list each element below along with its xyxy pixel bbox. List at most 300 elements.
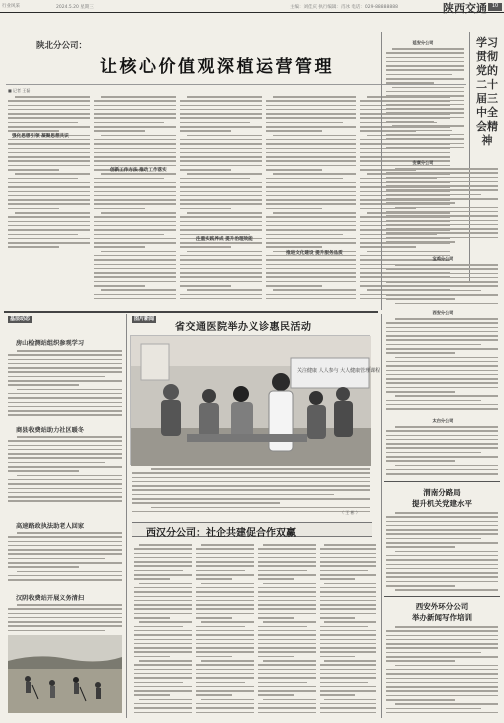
text-line xyxy=(266,117,356,119)
text-line xyxy=(266,225,356,227)
photo-headline: 省交通医院举办义诊惠民活动 xyxy=(175,322,312,333)
text-line xyxy=(8,613,122,615)
lead-kicker: 陕北分公司： xyxy=(36,41,88,51)
text-line xyxy=(134,617,170,619)
text-line xyxy=(201,544,254,546)
text-line xyxy=(266,139,356,141)
text-line xyxy=(8,130,59,132)
left-col-rule xyxy=(126,314,127,718)
text-line xyxy=(8,122,78,124)
text-line xyxy=(8,117,90,119)
text-line xyxy=(386,639,498,641)
text-line xyxy=(187,173,262,175)
text-line xyxy=(8,178,78,180)
text-line xyxy=(8,234,78,236)
text-line xyxy=(8,492,122,494)
text-line xyxy=(258,591,316,593)
text-line xyxy=(386,542,498,544)
text-line xyxy=(258,617,294,619)
text-line xyxy=(187,251,262,253)
mid-col-4 xyxy=(320,544,376,716)
text-line xyxy=(94,130,145,132)
right-head-1a: 渭南分路局 xyxy=(423,488,461,497)
rail-title: 学习贯彻党的二十届三中全会精神 xyxy=(476,36,498,147)
brief-body-4 xyxy=(8,604,122,632)
text-line xyxy=(395,551,498,553)
text-line xyxy=(320,694,355,696)
text-line xyxy=(180,221,262,223)
text-line xyxy=(266,242,356,244)
text-line xyxy=(8,139,90,141)
text-line xyxy=(196,647,254,649)
text-line xyxy=(386,228,498,230)
text-line xyxy=(386,339,498,341)
text-line xyxy=(266,152,356,154)
text-line xyxy=(8,549,122,551)
text-line xyxy=(258,707,316,709)
text-line xyxy=(180,165,262,167)
text-line xyxy=(134,630,192,632)
text-line xyxy=(320,617,355,619)
text-line xyxy=(386,564,498,566)
text-line xyxy=(196,565,254,567)
text-line xyxy=(134,561,192,563)
text-line xyxy=(258,669,316,671)
text-line xyxy=(320,626,368,628)
text-line xyxy=(386,74,452,76)
text-line xyxy=(320,690,376,692)
text-line xyxy=(258,677,316,679)
text-line xyxy=(386,555,498,557)
text-line xyxy=(386,52,464,54)
text-line xyxy=(180,246,231,248)
text-line xyxy=(263,583,316,585)
text-line xyxy=(180,229,262,231)
text-line xyxy=(273,212,356,214)
text-line xyxy=(8,566,79,568)
text-line xyxy=(266,178,343,180)
text-line xyxy=(94,143,176,145)
text-line xyxy=(134,613,192,615)
text-line xyxy=(386,100,464,102)
text-line xyxy=(258,651,316,653)
text-line xyxy=(196,570,245,572)
text-line xyxy=(386,581,498,583)
text-line xyxy=(134,639,192,641)
text-line xyxy=(180,195,262,197)
text-line xyxy=(386,285,498,287)
rail-head-4: 西安分公司 xyxy=(432,310,454,315)
text-line xyxy=(395,168,498,170)
text-line xyxy=(266,122,343,124)
text-line xyxy=(386,147,464,149)
text-line xyxy=(17,389,122,391)
text-line xyxy=(134,565,192,567)
text-line xyxy=(134,587,192,589)
text-line xyxy=(94,272,176,274)
text-line xyxy=(386,647,498,649)
text-line xyxy=(196,643,254,645)
text-line xyxy=(320,686,376,688)
text-line xyxy=(386,365,498,367)
text-line xyxy=(395,512,498,514)
text-line xyxy=(386,690,498,692)
text-line xyxy=(132,489,370,491)
text-line xyxy=(386,533,498,535)
text-line xyxy=(8,242,90,244)
text-line xyxy=(258,561,316,563)
text-line xyxy=(320,561,376,563)
rail-body-3 xyxy=(386,264,498,306)
mid-col-2 xyxy=(196,544,254,716)
text-line xyxy=(386,370,498,372)
text-line xyxy=(320,613,376,615)
text-line xyxy=(386,108,464,110)
text-line xyxy=(134,664,192,666)
text-line xyxy=(386,400,481,402)
text-line xyxy=(180,216,262,218)
text-line xyxy=(258,570,307,572)
text-line xyxy=(386,335,498,337)
text-line xyxy=(273,173,356,175)
text-line xyxy=(8,545,122,547)
text-line xyxy=(8,393,122,395)
text-line xyxy=(386,673,498,675)
text-line xyxy=(386,95,464,97)
text-line xyxy=(386,198,498,200)
text-line xyxy=(134,591,192,593)
text-line xyxy=(386,408,498,410)
text-line xyxy=(386,57,464,59)
text-line xyxy=(266,208,322,210)
text-line xyxy=(8,182,90,184)
text-line xyxy=(320,682,368,684)
text-line xyxy=(180,122,250,124)
text-line xyxy=(8,216,90,218)
text-line xyxy=(134,608,192,610)
text-line xyxy=(180,178,250,180)
text-line xyxy=(266,221,356,223)
text-line xyxy=(320,664,376,666)
mid-col-3 xyxy=(258,544,316,716)
board-text: 关注健康 人人参与 大人健康管理课程 xyxy=(297,368,381,374)
text-line xyxy=(258,596,316,598)
text-line xyxy=(266,143,356,145)
text-line xyxy=(320,703,376,705)
text-line xyxy=(180,156,262,158)
photo-caption xyxy=(132,468,370,518)
text-line xyxy=(386,630,498,632)
text-line xyxy=(139,583,192,585)
text-line xyxy=(395,303,498,305)
text-line xyxy=(258,664,316,666)
text-line xyxy=(180,143,262,145)
text-line xyxy=(386,130,452,132)
text-line xyxy=(266,105,356,107)
text-line xyxy=(180,255,262,257)
text-line xyxy=(139,544,192,546)
photo-credit: （ 王 彬 ） xyxy=(340,510,360,515)
lead-subhead-3: 注重实践养成 提升治理效能 xyxy=(196,237,253,242)
text-line xyxy=(258,548,316,550)
text-line xyxy=(134,694,170,696)
text-line xyxy=(324,544,376,546)
text-line xyxy=(320,578,355,580)
clinic-photo-image xyxy=(131,336,381,466)
text-line xyxy=(386,443,498,445)
text-line xyxy=(94,259,176,261)
text-line xyxy=(8,109,90,111)
text-line xyxy=(180,298,262,300)
text-line xyxy=(134,548,192,550)
text-line xyxy=(134,669,192,671)
text-line xyxy=(8,410,122,412)
text-line xyxy=(94,264,176,266)
text-line xyxy=(134,682,183,684)
text-line xyxy=(258,673,316,675)
text-line xyxy=(320,565,376,567)
text-line xyxy=(196,578,232,580)
text-line xyxy=(8,453,122,455)
text-line xyxy=(94,100,176,102)
text-line xyxy=(386,69,464,71)
text-line xyxy=(94,221,176,223)
text-line xyxy=(386,327,498,329)
text-line xyxy=(196,656,232,658)
text-line xyxy=(320,557,376,559)
text-line xyxy=(266,126,356,128)
text-line xyxy=(8,203,90,205)
text-line xyxy=(134,626,183,628)
text-line xyxy=(386,572,498,574)
text-line xyxy=(187,212,262,214)
text-line xyxy=(386,352,455,354)
text-line xyxy=(395,426,498,428)
text-line xyxy=(132,481,370,483)
text-line xyxy=(180,285,231,287)
brief-body-2 xyxy=(8,436,122,506)
text-line xyxy=(101,289,176,291)
text-line xyxy=(94,281,176,283)
text-line xyxy=(94,276,176,278)
brief-head-1: 房山检测站组织参观学习 xyxy=(16,340,85,347)
text-line xyxy=(180,199,262,201)
text-line xyxy=(386,177,498,179)
text-line xyxy=(94,160,176,162)
text-line xyxy=(386,576,498,578)
text-line xyxy=(8,105,90,107)
text-line xyxy=(386,374,498,376)
text-line xyxy=(94,234,164,236)
text-line xyxy=(386,559,498,561)
text-line xyxy=(386,435,498,437)
text-line xyxy=(180,272,262,274)
text-line xyxy=(320,591,376,593)
text-line xyxy=(386,712,498,714)
text-line xyxy=(386,220,498,222)
text-line xyxy=(386,117,464,119)
text-line xyxy=(187,135,262,137)
text-line xyxy=(320,643,376,645)
text-line xyxy=(196,600,254,602)
text-line xyxy=(386,387,498,389)
text-line xyxy=(386,241,455,243)
right-col-rule xyxy=(381,314,382,718)
text-line xyxy=(386,215,498,217)
text-line xyxy=(386,138,464,140)
text-line xyxy=(94,246,145,248)
text-line xyxy=(132,472,370,474)
lead-col-1 xyxy=(8,96,90,256)
text-line xyxy=(8,553,122,555)
text-line xyxy=(180,169,231,171)
right-head-2a: 西安外环分公司 xyxy=(415,602,469,611)
text-line xyxy=(134,634,192,636)
text-line xyxy=(94,294,176,296)
text-line xyxy=(395,357,498,359)
text-line xyxy=(139,699,192,701)
text-line xyxy=(134,596,192,598)
text-line xyxy=(324,621,376,623)
text-line xyxy=(320,553,376,555)
photo-news-tag: 图片新闻 xyxy=(134,316,155,322)
text-line xyxy=(386,181,498,183)
text-line xyxy=(386,277,498,279)
text-line xyxy=(386,469,498,471)
right-box-rule xyxy=(384,481,500,482)
mid-col-1 xyxy=(134,544,192,716)
text-line xyxy=(386,294,498,296)
text-line xyxy=(132,477,370,479)
text-line xyxy=(8,143,90,145)
text-line xyxy=(266,285,322,287)
text-line xyxy=(94,242,176,244)
text-line xyxy=(263,660,316,662)
text-line xyxy=(258,656,294,658)
text-line xyxy=(134,656,170,658)
text-line xyxy=(8,384,79,386)
text-line xyxy=(266,238,356,240)
text-line xyxy=(386,189,498,191)
text-line xyxy=(201,583,254,585)
text-line xyxy=(386,185,498,187)
text-line xyxy=(196,686,254,688)
text-line xyxy=(386,546,455,548)
text-line xyxy=(196,707,254,709)
text-line xyxy=(386,224,498,226)
text-line xyxy=(386,143,464,145)
text-line xyxy=(94,152,176,154)
text-line xyxy=(386,452,481,454)
text-line xyxy=(134,707,192,709)
text-line xyxy=(8,156,90,158)
text-line xyxy=(8,238,90,240)
text-line xyxy=(8,406,122,408)
text-line xyxy=(386,348,498,350)
text-line xyxy=(395,589,498,591)
text-line xyxy=(196,690,254,692)
text-line xyxy=(273,135,356,137)
text-line xyxy=(8,608,122,610)
text-line xyxy=(266,234,343,236)
rail-body-1 xyxy=(386,48,464,148)
text-line xyxy=(386,65,464,67)
brief-head-3: 高速路政执法助老人回家 xyxy=(16,523,85,530)
text-line xyxy=(8,371,122,373)
text-line xyxy=(266,156,356,158)
text-line xyxy=(94,105,176,107)
text-line xyxy=(134,553,192,555)
issue-date: 2024.5.20 星期三 xyxy=(56,5,94,10)
text-line xyxy=(386,686,498,688)
text-line xyxy=(320,596,376,598)
text-line xyxy=(134,643,192,645)
text-line xyxy=(94,238,176,240)
text-line xyxy=(258,630,316,632)
text-line xyxy=(8,440,122,442)
text-line xyxy=(134,570,183,572)
text-line xyxy=(201,660,254,662)
text-line xyxy=(386,290,481,292)
text-line xyxy=(201,621,254,623)
text-line xyxy=(360,152,450,154)
text-line xyxy=(258,634,316,636)
text-line xyxy=(180,294,262,296)
text-line xyxy=(196,639,254,641)
right-body-1 xyxy=(386,512,498,592)
text-line xyxy=(386,708,481,710)
text-line xyxy=(94,182,176,184)
text-line xyxy=(196,604,254,606)
text-line xyxy=(196,651,254,653)
text-line xyxy=(258,600,316,602)
text-line xyxy=(17,604,122,606)
text-line xyxy=(266,268,356,270)
lead-col-2 xyxy=(94,96,176,301)
text-line xyxy=(180,268,262,270)
text-line xyxy=(386,61,464,63)
text-line xyxy=(8,195,90,197)
text-line xyxy=(8,466,122,468)
text-line xyxy=(180,148,262,150)
right-head-1b: 提升机关党建水平 xyxy=(412,499,472,508)
text-line xyxy=(8,496,122,498)
text-line xyxy=(258,626,307,628)
text-line xyxy=(132,494,334,496)
text-line xyxy=(187,289,262,291)
text-line xyxy=(258,712,316,714)
text-line xyxy=(151,468,370,470)
text-line xyxy=(258,604,316,606)
text-line xyxy=(8,483,122,485)
text-line xyxy=(132,502,280,504)
text-line xyxy=(132,485,370,487)
text-line xyxy=(386,121,434,123)
text-line xyxy=(196,630,254,632)
text-line xyxy=(386,529,498,531)
text-line xyxy=(134,578,170,580)
text-line xyxy=(94,199,176,201)
text-line xyxy=(180,281,262,283)
text-line xyxy=(386,678,498,680)
text-line xyxy=(15,96,90,98)
text-line xyxy=(258,608,316,610)
text-line xyxy=(386,447,498,449)
text-line xyxy=(320,600,376,602)
text-line xyxy=(266,186,356,188)
text-line xyxy=(386,568,498,570)
text-line xyxy=(134,574,192,576)
